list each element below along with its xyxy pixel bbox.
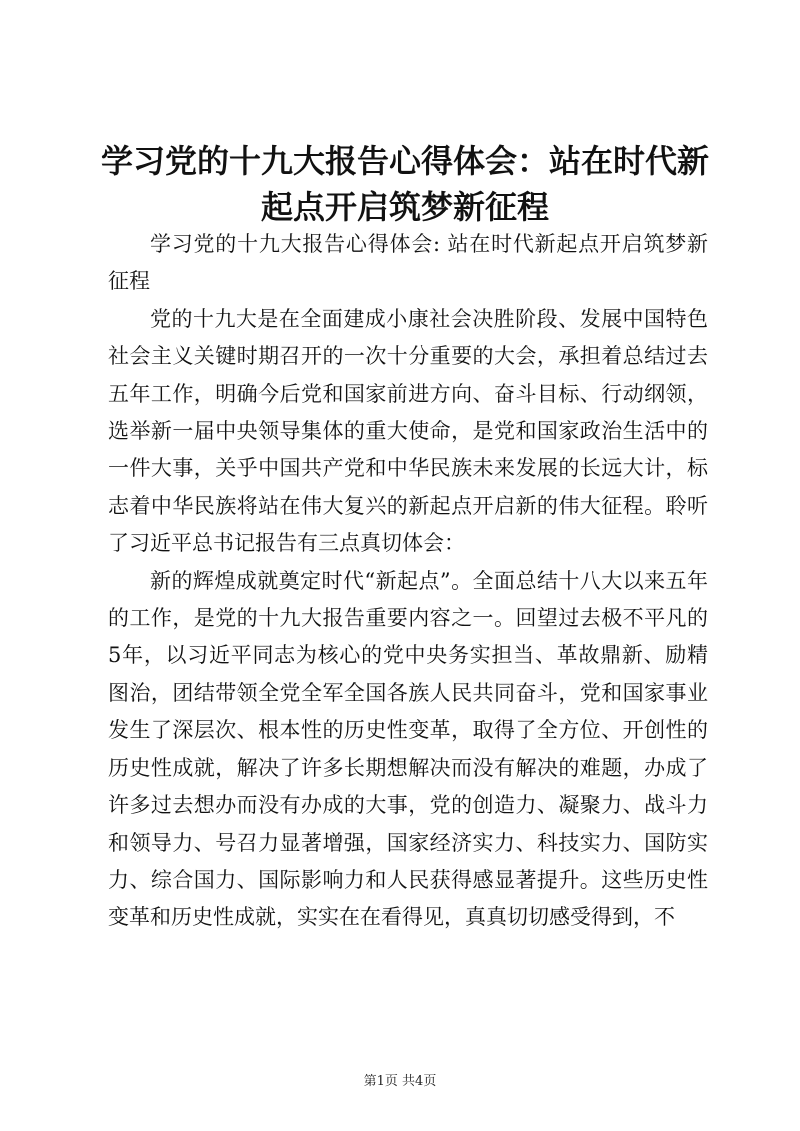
document-body [108, 226, 708, 937]
page-footer: 第1页 共4页 [363, 1074, 437, 1089]
paragraph-achievements: 新的辉煌成就奠定时代“新起点”。全面总结十八大以来五年的工作，是党的十九大报告重要内容之一。回望过去极不平凡的5年，以习近平同志为核心的党中央务实担当、革故鼎新、励精图治，团结带领全党全军全国各族人民共同奋斗，党和国家事业发生了深层次、根本性的历史性变革，取得了全方位、开创性的历史性成就，解决了许多长期想解决而没有解决的难题，办成了许多过去想办而没有办成的大事，党的创造力、凝聚力、战斗力和领导力、号召力显著增强，国家经济实力、科技实力、国防实力、综合国力、国际影响力和人民获得感显著提升。这些历史性变革和历史性成就，实实在在看得见，真真切切感受得到，不 [108, 568, 708, 930]
document-title: 学习党的十九大报告心得体会：站在时代新起点开启筑梦新征程 [100, 142, 709, 226]
paragraph-intro: 党的十九大是在全面建成小康社会决胜阶段、发展中国特色社会主义关键时期召开的一次十分重要的大会，承担着总结过去五年工作，明确今后党和国家前进方向、奋斗目标、行动纲领，选举新一届中央领导集体的重大使命，是党和国家政治生活中的一件大事，关乎中国共产党和中华民族未来发展的长远大计，标志着中华民族将站在伟大复兴的新起点开启新的伟大征程。聆听了习近平总书记报告有三点真切体会： [108, 306, 708, 556]
paragraph-subtitle: 学习党的十九大报告心得体会: 站在时代新起点开启筑梦新征程 [108, 232, 708, 294]
